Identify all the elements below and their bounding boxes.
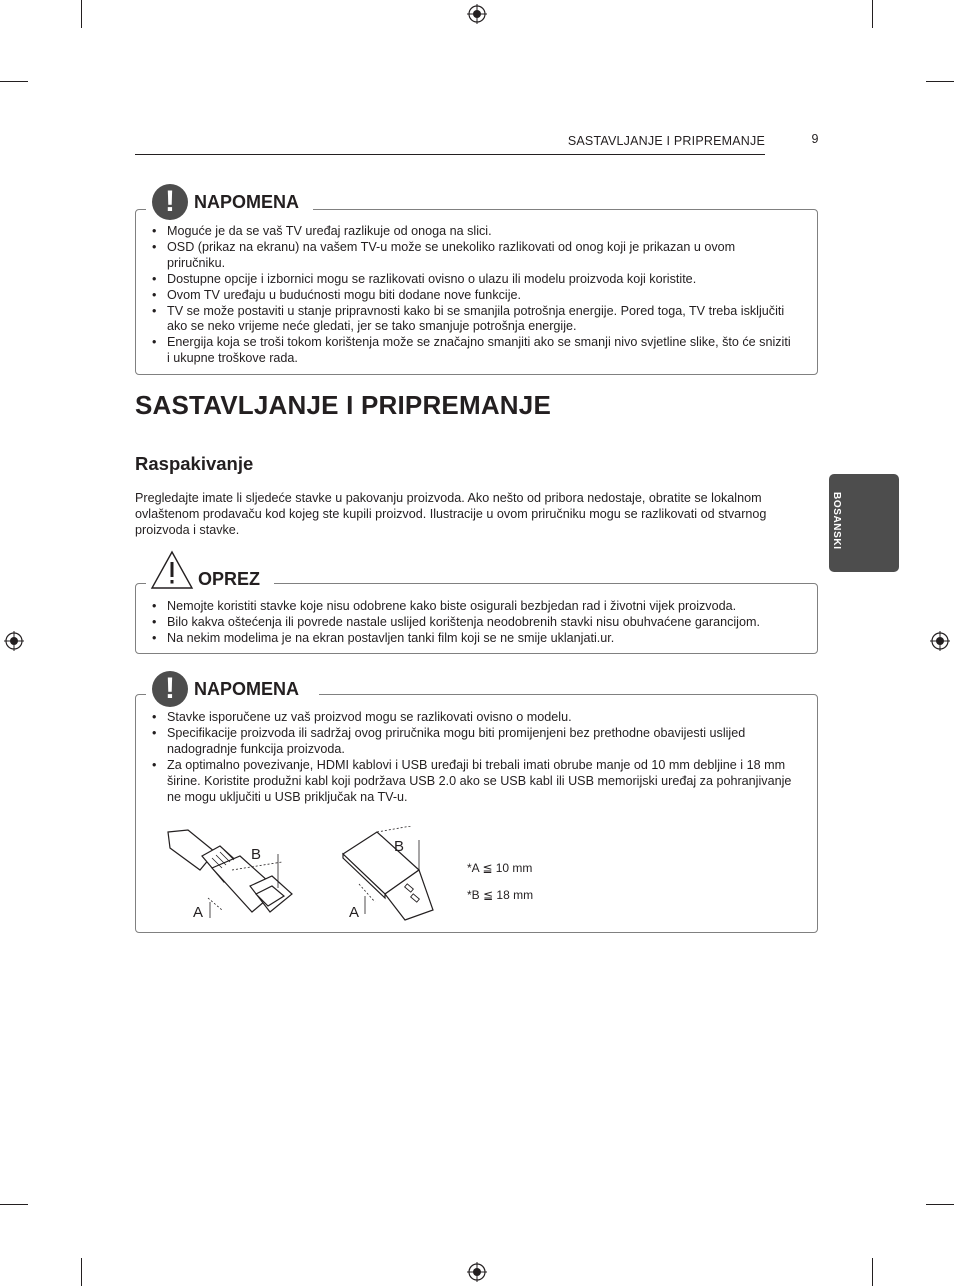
spec-b: *B ≦ 18 mm [467, 888, 534, 902]
section-title: Raspakivanje [135, 453, 254, 474]
list-item: • Nemojte koristiti stavke koje nisu odobrene kako biste osigurali bezbjedan rad i životni vijek proizvoda. [150, 599, 793, 615]
list-item: • TV se može postaviti u stanje pripravnosti kako bi se smanjila potrošnja energije. Pored toga, TV treba isključiti ako se neko vrijeme neće gledati, jer se tako smanjuje potrošnja energije. [150, 304, 793, 336]
page-title: SASTAVLJANJE I PRIPREMANJE [135, 390, 551, 420]
note-heading [146, 184, 313, 220]
crosshair-registration-icon [467, 1262, 487, 1282]
list-item: • Bilo kakva oštećenja ili povrede nastale uslijed korištenja neodobrenih stavki nisu obuhvaćene garancijom. [150, 615, 793, 631]
list-item: • Dostupne opcije i izbornici mogu se razlikovati ovisno o ulazu ili modelu proizvoda koji koristite. [150, 272, 793, 288]
list-item: • Specifikacije proizvoda ili sadržaj ovog priručnika mogu biti promijenjeni bez prethodne obavijesti uslijed nadogradnje funkcija proizvoda. [150, 726, 793, 758]
language-tab-label: BOSANSKI [831, 492, 842, 550]
list-item: • Na nekim modelima je na ekran postavljen tanki film koji se ne smije uklanjati.ur. [150, 631, 793, 647]
crop-mark [0, 1204, 28, 1205]
crop-mark [872, 0, 873, 28]
exclamation-circle-icon: ! [152, 184, 188, 220]
note-list [150, 710, 793, 805]
language-tab [829, 474, 899, 572]
caution-box [135, 583, 818, 654]
note-title: NAPOMENA [194, 191, 300, 212]
crop-mark [926, 1204, 954, 1205]
note-title: NAPOMENA [194, 678, 300, 699]
hdmi-connector-illustration [160, 826, 300, 926]
list-item: • OSD (prikaz na ekranu) na vašem TV-u može se unekoliko razlikovati od onog koji je prikazan u ovom priručniku. [150, 240, 793, 272]
crop-mark [0, 81, 28, 82]
crop-mark [81, 1258, 82, 1286]
list-item: • Ovom TV uređaju u budućnosti mogu biti dodane nove funkcije. [150, 288, 793, 304]
dimension-label-b: B [251, 846, 262, 863]
crop-mark [872, 1258, 873, 1286]
list-item: • Stavke isporučene uz vaš proizvod mogu se razlikovati ovisno o modelu. [150, 710, 793, 726]
list-item: • Za optimalno povezivanje, HDMI kablovi i USB uređaji bi trebali imati obrube manje od 10 mm debljine i 18 mm širine. Koristite produžni kabl koji podržava USB 2.0 ako se USB kabl ili USB memorijski uređaj za pohranjivanje ne mogu uključiti u USB priključak na TV-u. [150, 758, 793, 806]
intro-paragraph: Pregledajte imate li sljedeće stavke u pakovanju proizvoda. Ako nešto od pribora nedostaje, obratite se lokalnom ovlaštenom prodavaču kod kojeg ste kupili proizvod. Ilustracije u ovom priručniku mogu se razlikovati od stvarnog proizvoda i stavke. [135, 491, 767, 537]
crop-mark [926, 81, 954, 82]
crosshair-registration-icon [4, 631, 24, 651]
crosshair-registration-icon [467, 4, 487, 24]
warning-triangle-icon [150, 550, 194, 590]
note-box [135, 209, 818, 375]
list-item: • Energija koja se troši tokom korištenja može se značajno smanjiti ako se smanji nivo svjetline slike, što će sniziti i ukupne troškove rada. [150, 335, 793, 367]
running-header: SASTAVLJANJE I PRIPREMANJE [567, 134, 765, 148]
caution-title: OPREZ [198, 569, 261, 589]
caution-heading [146, 550, 274, 590]
header-rule [135, 154, 765, 155]
note-heading [146, 671, 319, 707]
crop-mark [81, 0, 82, 28]
exclamation-circle-icon: ! [152, 671, 188, 707]
page-number: 9 [811, 132, 819, 146]
dimension-label-a: A [349, 904, 360, 921]
crosshair-registration-icon [930, 631, 950, 651]
dimension-label-b: B [394, 838, 405, 855]
spec-a: *A ≦ 10 mm [467, 861, 533, 875]
note-list [150, 224, 793, 367]
caution-list [150, 599, 793, 647]
dimension-label-a: A [193, 904, 204, 921]
list-item: • Moguće je da se vaš TV uređaj razlikuje od onoga na slici. [150, 224, 793, 240]
